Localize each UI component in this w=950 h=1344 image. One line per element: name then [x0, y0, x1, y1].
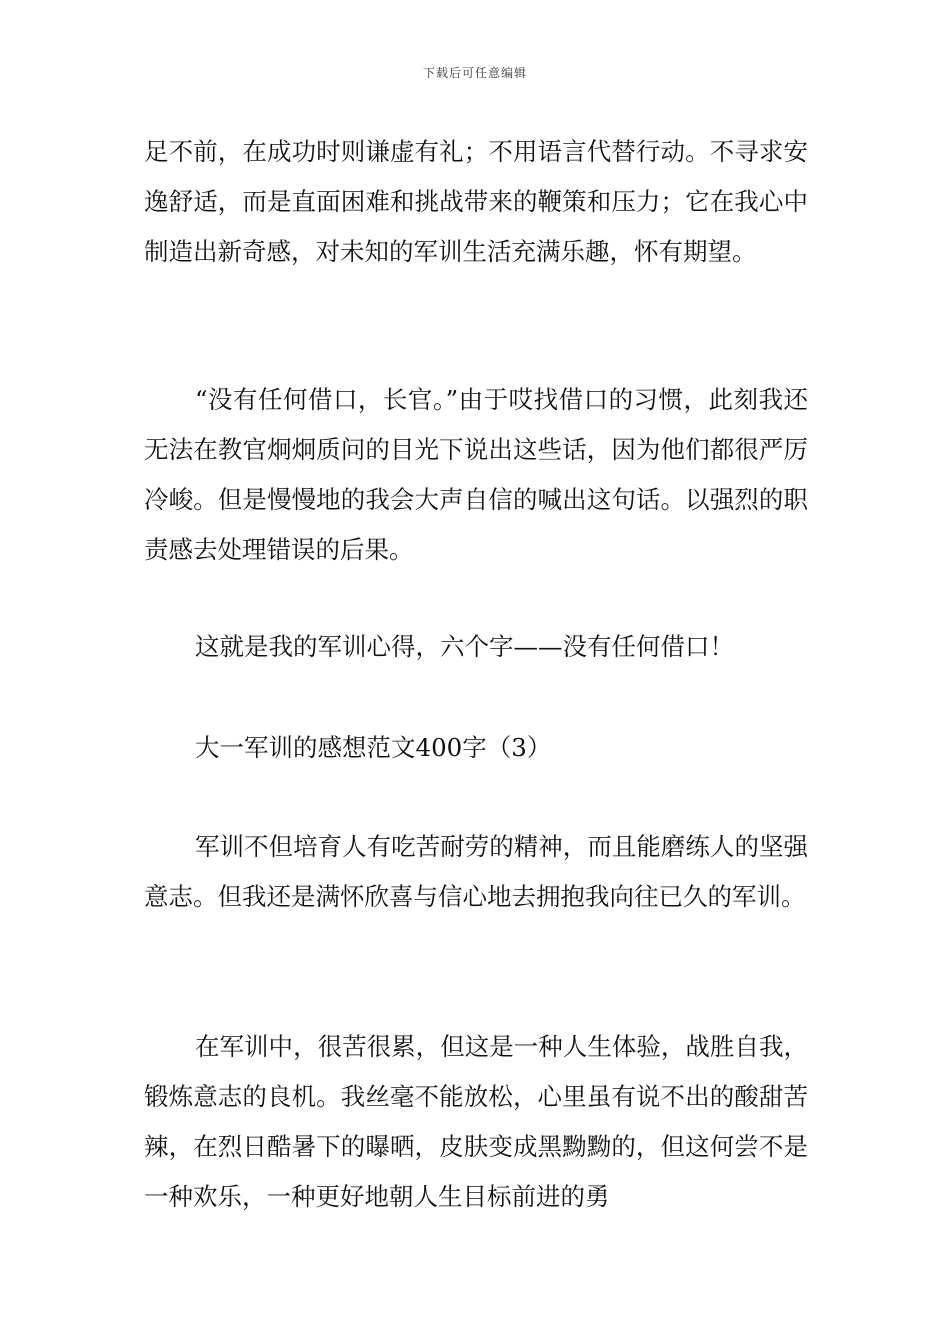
paragraph-continuation: 足不前，在成功时则谦虚有礼；不用语言代替行动。不寻求安逸舒适，而是直面困难和挑战带来的鞭策和压力；它在我心中制造出新奇感，对未知的军训生活充满乐趣，怀有期望。 — [144, 137, 808, 266]
paragraph-no-excuse: “没有任何借口，长官。”由于哎找借口的习惯，此刻我还无法在教官炯炯质问的目光下说出这些话，因为他们都很严厉冷峻。但是慢慢地的我会大声自信的喊出这句话。以强烈的职责感去处理错误的后果。 — [144, 385, 808, 564]
paragraph-training-intro: 军训不但培育人有吃苦耐劳的精神，而且能磨练人的坚强意志。但我还是满怀欣喜与信心地去拥抱我向往已久的军训。 — [144, 832, 808, 911]
page-header: 下载后可任意编辑 — [422, 66, 527, 80]
paragraph-summary: 这就是我的军训心得，六个字——没有任何借口！ — [195, 632, 734, 661]
section-heading: 大一军训的感想范文400字（3） — [195, 733, 552, 762]
paragraph-training-experience: 在军训中，很苦很累，但这是一种人生体验，战胜自我，锻炼意志的良机。我丝毫不能放松，心里虽有说不出的酸甜苦辣，在烈日酷暑下的曝晒，皮肤变成黑黝黝的，但这何尝不是一种欢乐，一种更好地朝人生目标前进的勇 — [144, 1032, 808, 1211]
